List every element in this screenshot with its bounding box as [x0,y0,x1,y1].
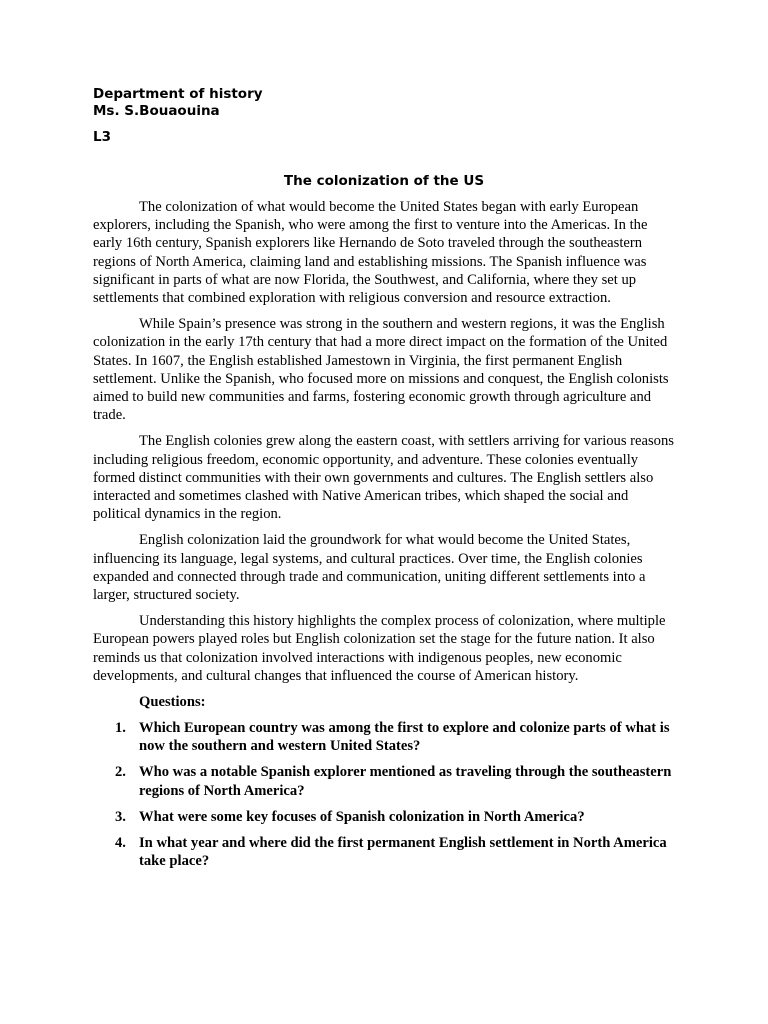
question-item [93,834,675,870]
document-page [93,86,675,879]
document-body [93,198,675,685]
question-number: 2. [115,764,126,781]
document-title: The colonization of the US [283,173,485,189]
question-item [93,808,675,826]
question-number: 3. [115,808,126,825]
question-number: 1. [115,720,126,737]
paragraph: The English colonies grew along the eastern coast, with settlers arriving for various reasons including religious freedom, economic opportunity, and adventure. These colonies eventually formed distinct communities with their own governments and cultures. The English settlers also interacted and sometimes clashed with Native American tribes, which shaped the social and political dynamics in the region. [93,433,674,523]
paragraph: English colonization laid the groundwork for what would become the United States, influencing its language, legal systems, and cultural practices. Over time, the English colonies expanded and connected through trade and communication, uniting different settlements into a larger, structured society. [93,532,646,604]
question-item [93,719,675,755]
questions-heading: Questions: [139,694,206,711]
question-text: In what year and where did the first permanent English settlement in North America take place? [139,835,667,870]
question-text: Which European country was among the first to explore and colonize parts of what is now the southern and western United States? [139,720,670,755]
paragraph: The colonization of what would become the United States began with early European explorers, including the Spanish, who were among the first to venture into the Americas. In the early 16th century, Spanish explorers like Hernando de Soto traveled through the southeastern regions of North America, claiming land and establishing missions. The Spanish influence was significant in parts of what are now Florida, the Southwest, and California, where they set up settlements that combined exploration with religious conversion and resource extraction. [93,199,648,307]
department-label: Department of history [93,86,263,102]
question-item [93,763,675,799]
question-number: 4. [115,835,126,852]
questions-list [93,719,675,870]
paragraph: Understanding this history highlights the complex process of colonization, where multiple European powers played roles but English colonization set the stage for the future nation. It also reminds us that colonization involved interactions with indigenous peoples, new economic developments, and cultural changes that influenced the course of American history. [93,613,666,684]
document-header [93,86,675,120]
level-label: L3 [93,129,111,145]
question-text: What were some key focuses of Spanish colonization in North America? [139,808,585,825]
paragraph: While Spain’s presence was strong in the southern and western regions, it was the English colonization in the early 17th century that had a more direct impact on the formation of the United States. In 1607, the English established Jamestown in Virginia, the first permanent English settlement. Unlike the Spanish, who focused more on missions and conquest, the English colonists aimed to build new communities and farms, fostering economic growth through agriculture and trade. [93,316,669,424]
question-text: Who was a notable Spanish explorer mentioned as traveling through the southeastern regions of North America? [139,764,672,799]
teacher-name: Ms. S.Bouaouina [93,103,220,119]
